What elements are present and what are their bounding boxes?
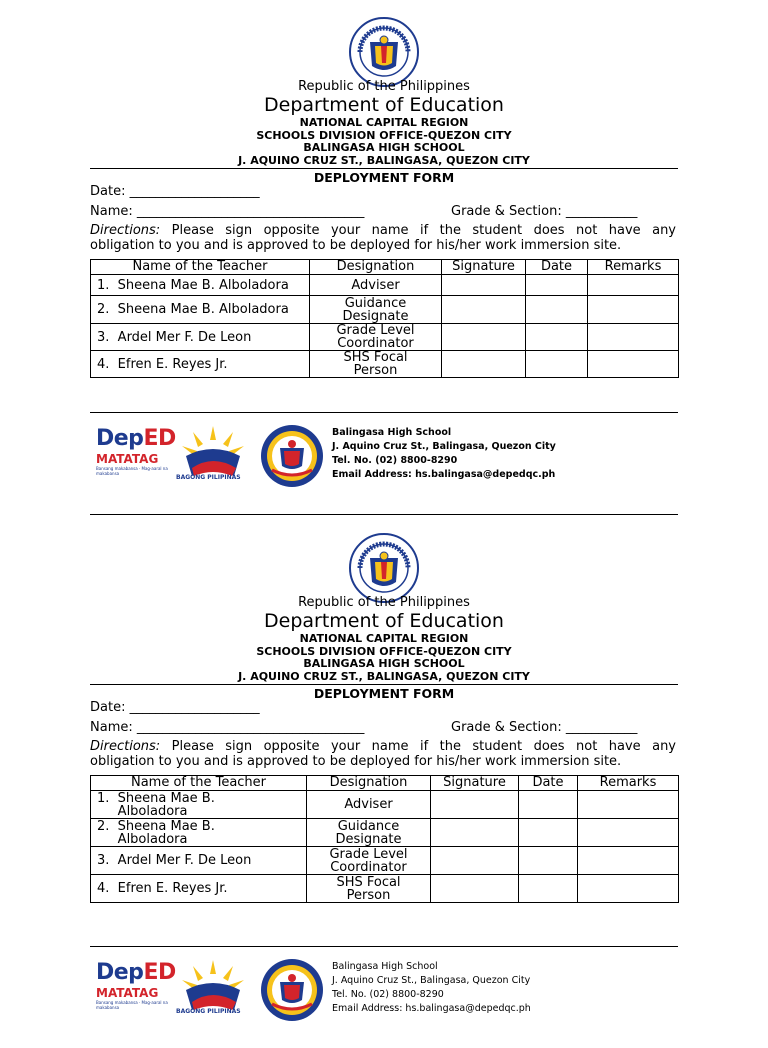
teacher-name-cell: 3. Ardel Mer F. De Leon <box>91 847 307 875</box>
remarks-cell[interactable] <box>578 875 679 903</box>
table-header-row <box>91 776 679 791</box>
designation-cell: SHS Focal Person <box>307 875 431 903</box>
teacher-name-cell: 1. Sheena Mae B. Alboladora <box>91 791 307 819</box>
table-row <box>91 296 679 324</box>
contact-tel: Tel. No. (02) 8800-8290 <box>332 989 444 1000</box>
date-cell[interactable] <box>526 275 588 296</box>
date-cell[interactable] <box>526 351 588 378</box>
school-heading: BALINGASA HIGH SCHOOL <box>303 141 465 154</box>
directions-line-2: obligation to you and is approved to be deployed for his/her work immersion site. <box>90 238 622 253</box>
matatag-text: MATATAG <box>96 452 159 466</box>
directions-text <box>90 223 676 253</box>
remarks-cell[interactable] <box>578 819 679 847</box>
republic-heading: Republic of the Philippines <box>298 79 470 94</box>
header-designation: Designation <box>310 260 442 275</box>
region-heading: NATIONAL CAPITAL REGION <box>299 116 469 129</box>
header-teacher-name: Name of the Teacher <box>91 260 310 275</box>
date-field[interactable]: Date: ____________________ <box>90 700 260 715</box>
header-divider <box>90 168 678 169</box>
table-row <box>91 324 679 351</box>
deped-seal-icon <box>348 532 420 604</box>
school-contact <box>332 426 556 482</box>
department-heading: Department of Education <box>264 610 504 632</box>
footer-divider-top <box>90 412 678 413</box>
signature-cell[interactable] <box>431 791 519 819</box>
table-row <box>91 275 679 296</box>
form-title: DEPLOYMENT FORM <box>313 686 455 701</box>
deped-logo-icon <box>96 960 176 1010</box>
remarks-cell[interactable] <box>588 296 679 324</box>
division-heading: SCHOOLS DIVISION OFFICE-QUEZON CITY <box>256 645 512 658</box>
remarks-cell[interactable] <box>578 847 679 875</box>
matatag-subtext: Bansang makabansa · Mag-aaral na makabansa <box>96 1000 168 1010</box>
date-cell[interactable] <box>519 847 578 875</box>
region-heading: NATIONAL CAPITAL REGION <box>299 632 469 645</box>
date-cell[interactable] <box>519 875 578 903</box>
grade-section-field[interactable]: Grade & Section: ___________ <box>451 204 638 219</box>
deped-logo-icon <box>96 426 176 476</box>
table-row <box>91 351 679 378</box>
header-date: Date <box>526 260 588 275</box>
header-date: Date <box>519 776 578 791</box>
directions-text <box>90 739 676 769</box>
designation-cell: SHS Focal Person <box>310 351 442 378</box>
teacher-name-cell: 2. Sheena Mae B. Alboladora <box>91 296 310 324</box>
table-row <box>91 791 679 819</box>
designation-cell: Adviser <box>310 275 442 296</box>
designation-cell: Grade Level Coordinator <box>307 847 431 875</box>
header-signature: Signature <box>431 776 519 791</box>
teacher-signature-table <box>90 259 679 378</box>
deped-logo-text: DepED <box>96 960 176 985</box>
remarks-cell[interactable] <box>588 351 679 378</box>
designation-cell: Adviser <box>307 791 431 819</box>
date-cell[interactable] <box>526 296 588 324</box>
bagong-pilipinas-text: BAGONG PILIPINAS <box>176 1008 241 1015</box>
remarks-cell[interactable] <box>578 791 679 819</box>
remarks-cell[interactable] <box>588 324 679 351</box>
balingasa-hs-seal-icon <box>260 424 324 488</box>
designation-cell: Guidance Designate <box>307 819 431 847</box>
header-divider <box>90 684 678 685</box>
school-contact <box>332 960 531 1016</box>
date-cell[interactable] <box>526 324 588 351</box>
header-remarks: Remarks <box>578 776 679 791</box>
directions-line-1: Directions: Please sign opposite your name if the student does not have any <box>90 739 676 754</box>
header-designation: Designation <box>307 776 431 791</box>
directions-label: Directions: <box>90 223 161 238</box>
teacher-name-cell: 4. Efren E. Reyes Jr. <box>91 875 307 903</box>
address-heading: J. AQUINO CRUZ ST., BALINGASA, QUEZON CITY <box>238 154 530 167</box>
header-signature: Signature <box>442 260 526 275</box>
signature-cell[interactable] <box>442 275 526 296</box>
footer-divider-top <box>90 946 678 947</box>
bagong-pilipinas-text: BAGONG PILIPINAS <box>176 474 241 481</box>
directions-label: Directions: <box>90 739 161 754</box>
contact-email: Email Address: hs.balingasa@depedqc.ph <box>332 1003 531 1014</box>
date-field[interactable]: Date: ____________________ <box>90 184 260 199</box>
department-heading: Department of Education <box>264 94 504 116</box>
matatag-text: MATATAG <box>96 986 159 1000</box>
matatag-subtext: Bansang makabansa · Mag-aaral na makabansa <box>96 466 168 476</box>
footer-divider-bottom <box>90 514 678 515</box>
contact-school-name: Balingasa High School <box>332 961 438 972</box>
header-teacher-name: Name of the Teacher <box>91 776 307 791</box>
contact-email: Email Address: hs.balingasa@depedqc.ph <box>332 469 556 480</box>
balingasa-hs-seal-icon <box>260 958 324 1022</box>
name-field[interactable]: Name: ___________________________________ <box>90 204 365 219</box>
table-row <box>91 847 679 875</box>
address-heading: J. AQUINO CRUZ ST., BALINGASA, QUEZON CITY <box>238 670 530 683</box>
signature-cell[interactable] <box>431 847 519 875</box>
contact-school-name: Balingasa High School <box>332 427 452 438</box>
teacher-name-cell: 4. Efren E. Reyes Jr. <box>91 351 310 378</box>
signature-cell[interactable] <box>431 819 519 847</box>
contact-street: J. Aquino Cruz St., Balingasa, Quezon City <box>332 975 531 986</box>
directions-line-2: obligation to you and is approved to be deployed for his/her work immersion site. <box>90 754 622 769</box>
teacher-name-cell: 3. Ardel Mer F. De Leon <box>91 324 310 351</box>
deped-logo-text: DepED <box>96 426 176 451</box>
signature-cell[interactable] <box>431 875 519 903</box>
remarks-cell[interactable] <box>588 275 679 296</box>
table-header-row <box>91 260 679 275</box>
designation-cell: Guidance Designate <box>310 296 442 324</box>
header-remarks: Remarks <box>588 260 679 275</box>
letterhead-footer <box>90 414 678 514</box>
deped-seal-icon <box>348 16 420 88</box>
table-row <box>91 819 679 847</box>
date-cell[interactable] <box>519 791 578 819</box>
school-heading: BALINGASA HIGH SCHOOL <box>303 657 465 670</box>
date-cell[interactable] <box>519 819 578 847</box>
contact-tel: Tel. No. (02) 8800-8290 <box>332 455 458 466</box>
designation-cell: Grade Level Coordinator <box>310 324 442 351</box>
signature-cell[interactable] <box>442 296 526 324</box>
republic-heading: Republic of the Philippines <box>298 595 470 610</box>
letterhead-footer <box>90 948 678 1048</box>
teacher-signature-table <box>90 775 679 903</box>
teacher-name-cell: 2. Sheena Mae B. Alboladora <box>91 819 307 847</box>
form-title: DEPLOYMENT FORM <box>313 170 455 185</box>
directions-line-1: Directions: Please sign opposite your name if the student does not have any <box>90 223 676 238</box>
table-row <box>91 875 679 903</box>
teacher-name-cell: 1. Sheena Mae B. Alboladora <box>91 275 310 296</box>
grade-section-field[interactable]: Grade & Section: ___________ <box>451 720 638 735</box>
name-field[interactable]: Name: ___________________________________ <box>90 720 365 735</box>
division-heading: SCHOOLS DIVISION OFFICE-QUEZON CITY <box>256 129 512 142</box>
signature-cell[interactable] <box>442 324 526 351</box>
contact-street: J. Aquino Cruz St., Balingasa, Quezon City <box>332 441 556 452</box>
signature-cell[interactable] <box>442 351 526 378</box>
